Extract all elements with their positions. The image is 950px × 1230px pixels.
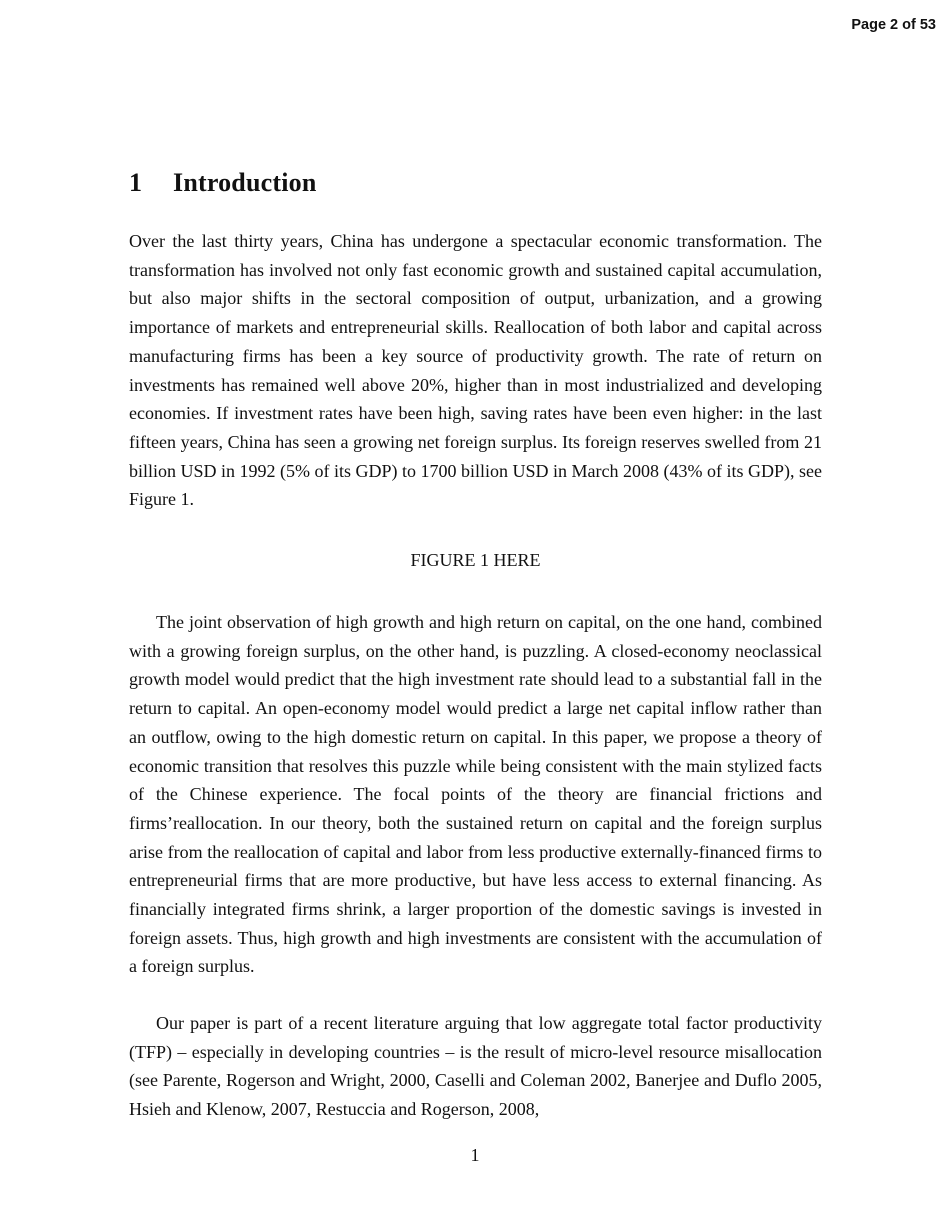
paragraph-2: The joint observation of high growth and high return on capital, on the one hand, combined with a growing foreign surplus, on the other hand, is puzzling. A closed-economy neoclassical growth model would predict that the high investment rate should lead to a substantial fall in the return to capital. An open-economy model would predict a large net capital inflow rather than an outflow, owing to the high domestic return on capital. In this paper, we propose a theory of economic transition that resolves this puzzle while being consistent with the main stylized facts of the Chinese experience. The focal points of the theory are financial frictions and firms’reallocation. In our theory, both the sustained return on capital and the foreign surplus arise from the reallocation of capital and labor from less productive externally-financed firms to entrepreneurial firms that are more productive, but have less access to external financing. As financially integrated firms shrink, a larger proportion of the domestic savings is invested in foreign assets. Thus, high growth and high investments are consistent with the accumulation of a foreign surplus. (129, 612, 822, 977)
section-heading (129, 168, 317, 198)
section-title: Introduction (173, 168, 317, 197)
page-number: 1 (470, 1145, 480, 1165)
paragraph-3: Our paper is part of a recent literature arguing that low aggregate total factor productivity (TFP) – especially in developing countries – is the result of micro-level resource misallocation (see Parente, Rogerson and Wright, 2000, Caselli and Coleman 2002, Banerjee and Duflo 2005, Hsieh and Klenow, 2007, Restuccia and Rogerson, 2008, (129, 1013, 822, 1120)
paragraph-1: Over the last thirty years, China has undergone a spectacular economic transformation. The transformation has involved not only fast economic growth and sustained capital accumulation, but also major shifts in the sectoral composition of output, urbanization, and a growing importance of markets and entrepreneurial skills. Reallocation of both labor and capital across manufacturing firms has been a key source of productivity growth. The rate of return on investments has remained well above 20%, higher than in most industrialized and developing economies. If investment rates have been high, saving rates have been even higher: in the last fifteen years, China has seen a growing net foreign surplus. Its foreign reserves swelled from 21 billion USD in 1992 (5% of its GDP) to 1700 billion USD in March 2008 (43% of its GDP), see Figure 1. (129, 231, 822, 510)
section-number: 1 (129, 168, 143, 197)
figure-placeholder: FIGURE 1 HERE (410, 550, 541, 570)
page-counter: Page 2 of 53 (851, 17, 936, 33)
